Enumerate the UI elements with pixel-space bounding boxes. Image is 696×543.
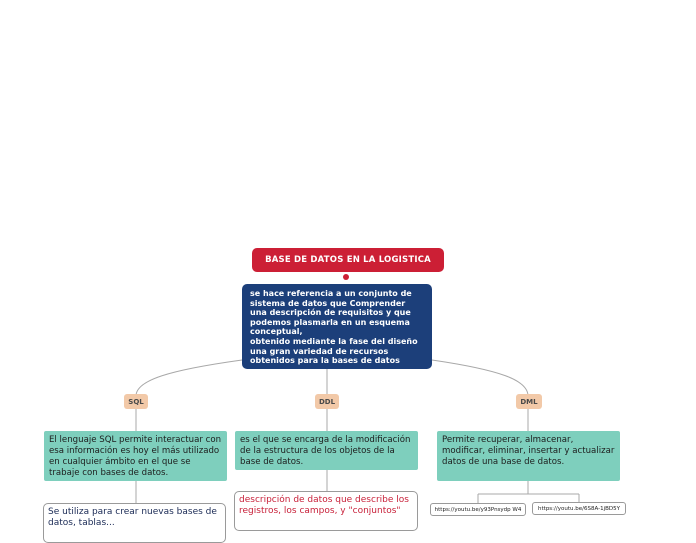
connector-central-sql bbox=[136, 360, 242, 396]
ddl-description[interactable]: es el que se encarga de la modificación de la estructura de los objetos de la base de datos. bbox=[235, 431, 418, 470]
tag-dml[interactable]: DML bbox=[516, 394, 542, 409]
collapse-toggle[interactable] bbox=[343, 274, 349, 280]
tag-ddl[interactable]: DDL bbox=[315, 394, 339, 409]
video-link-1[interactable]: https://youtu.be/y93Pnsydp W4 bbox=[430, 503, 526, 516]
sql-description[interactable]: El lenguaje SQL permite interactuar con esa información es hoy el más utilizado en cualquier ámbito en el que se trabaje con bases de datos. bbox=[44, 431, 227, 481]
tag-sql[interactable]: SQL bbox=[124, 394, 148, 409]
connector-central-dml bbox=[432, 360, 528, 396]
dml-description[interactable]: Permite recuperar, almacenar, modificar, eliminar, insertar y actualizar datos de una base de datos. bbox=[437, 431, 620, 481]
central-topic[interactable]: se hace referencia a un conjunto de sistema de datos que Comprender una descripción de requisitos y que podemos plasmarla en un esquema conceptual, obtenido mediante la fase del diseño una gran variedad de recursos obtenidos para la bases de datos bbox=[242, 284, 432, 369]
ddl-note[interactable]: descripción de datos que describe los registros, los campos, y "conjuntos" bbox=[234, 491, 418, 531]
video-link-2[interactable]: https://youtu.be/6S8A-1jBD5Y bbox=[532, 502, 626, 515]
sql-note[interactable]: Se utiliza para crear nuevas bases de datos, tablas... bbox=[43, 503, 226, 543]
root-topic[interactable]: BASE DE DATOS EN LA LOGISTICA bbox=[252, 248, 444, 272]
